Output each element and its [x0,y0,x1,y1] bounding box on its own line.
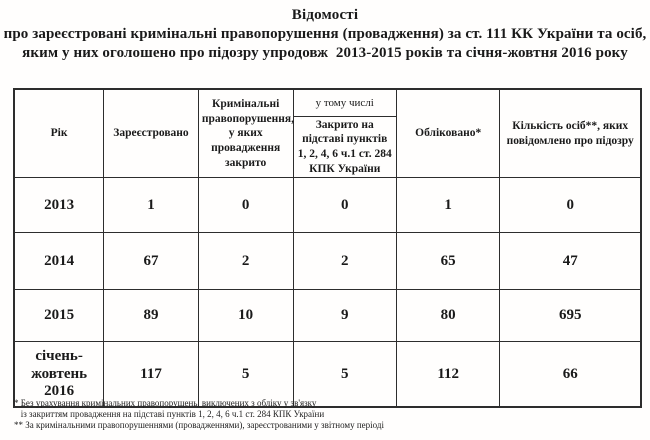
header-persons: Кількість осіб**, яких повідомлено про підозру [500,89,641,178]
title-line-1: Відомості [291,7,359,23]
persons-cell: 695 [500,290,641,342]
footnote-1-line-2: із закриттям провадження на підставі пунктів 1, 2, 4, 6 ч.1 ст. 284 КПК України [14,408,325,419]
closed-cell: 5 [198,342,293,407]
footnote-2: ** За кримінальними правопорушеннями (провадженнями), зареєстрованими у звітному періоді [14,419,384,430]
registered-cell: 1 [104,178,199,233]
header-accounted: Обліковано* [396,89,499,178]
registered-cell: 67 [104,233,199,290]
table-header [14,89,641,178]
closed-cell: 10 [198,290,293,342]
year-cell: 2013 [14,178,104,233]
table-row-2013 [14,178,641,233]
persons-cell: 66 [500,342,641,407]
header-closed-284: Закрито на підставі пунктів 1, 2, 4, 6 ч.1 ст. 284 КПК України [293,116,396,178]
header-group-including: у тому числі [293,89,396,116]
year-cell: 2015 [14,290,104,342]
registered-cell: 89 [104,290,199,342]
header-registered: Зареєстровано [104,89,199,178]
table-row-2014 [14,233,641,290]
closed-cell: 0 [198,178,293,233]
closed-284-cell: 9 [293,290,396,342]
table-row-2015 [14,290,641,342]
title-line-3: яким у них оголошено про підозру упродовж 2013-2015 років та січня-жовтня 2016 року [22,45,628,61]
header-year: Рік [14,89,104,178]
persons-cell: 0 [500,178,641,233]
footnote-1-line-1: * Без урахування кримінальних правопорушень, виключених з обліку у зв'язку [14,398,317,408]
accounted-cell: 80 [396,290,499,342]
title-line-2: про зареєстровані кримінальні правопорушення (провадження) за ст. 111 КК України та осіб, [3,26,647,42]
accounted-cell: 1 [396,178,499,233]
closed-284-cell: 2 [293,233,396,290]
closed-284-cell: 5 [293,342,396,407]
table-body [14,178,641,407]
accounted-cell: 65 [396,233,499,290]
closed-cell: 2 [198,233,293,290]
header-closed: Кримінальні правопорушення, у яких провадження закрито [198,89,293,178]
persons-cell: 47 [500,233,641,290]
footnotes [14,398,634,430]
year-cell: 2014 [14,233,104,290]
closed-284-cell: 0 [293,178,396,233]
registered-cell: 117 [104,342,199,407]
accounted-cell: 112 [396,342,499,407]
year-cell: січень-жовтень 2016 [14,342,104,407]
statistics-table [13,88,642,408]
document-title [0,6,650,63]
